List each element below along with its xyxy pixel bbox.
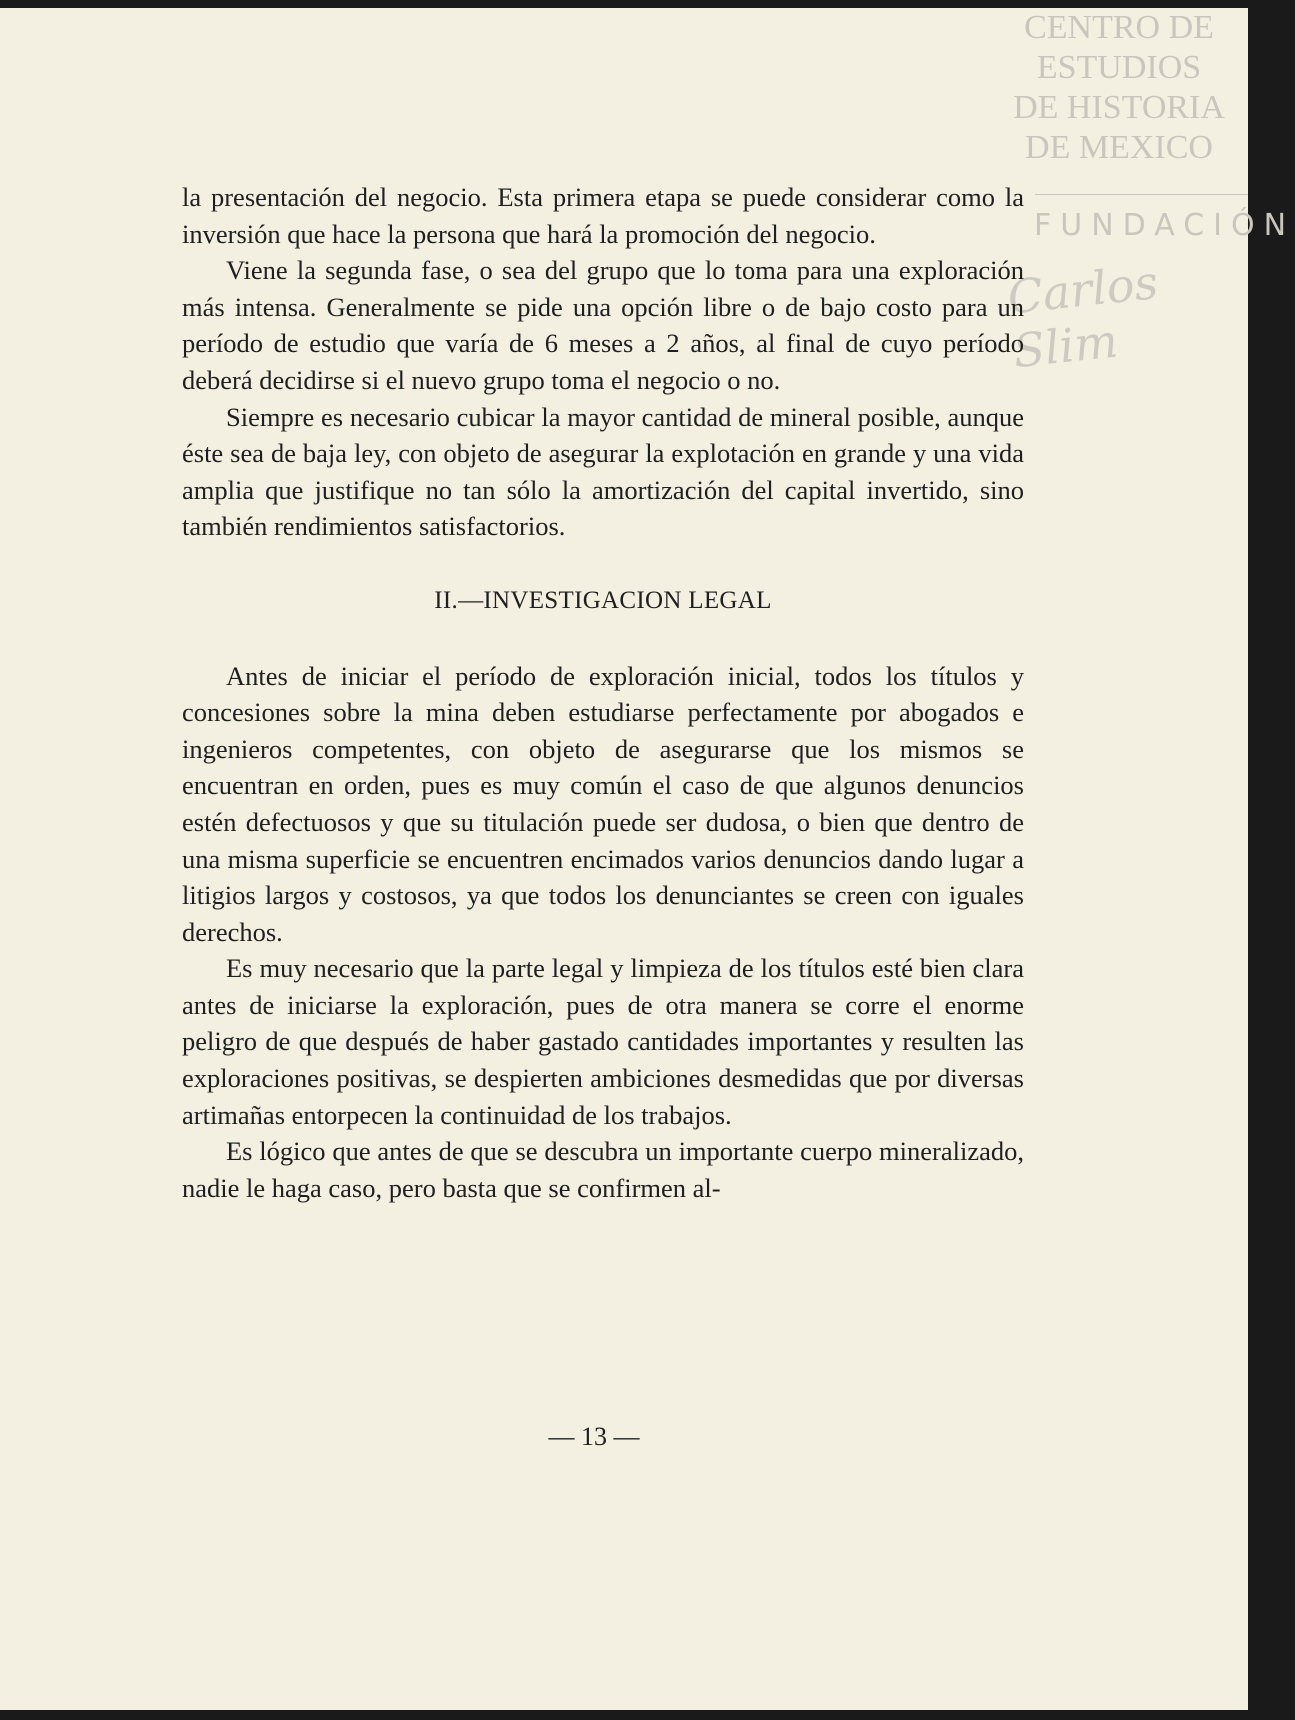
stamp-signature: Carlos Slim xyxy=(1005,254,1161,379)
paragraph: Viene la segunda fase, o sea del grupo que lo toma para una exploración más intensa. Generalmente se pide una opción libre o de bajo costo para un período de estudio que varía de 6 meses a 2 años, al final de cuyo período deberá decidirse si el nuevo grupo toma el negocio o no. xyxy=(182,255,1024,395)
stamp-fundacion: FUNDACIÓN xyxy=(1034,208,1295,243)
paragraph: Antes de iniciar el período de exploración inicial, todos los títulos y concesiones sobre la mina deben estudiarse perfectamente por abogados e ingenieros competentes, con objeto de asegurarse que los mismos se encuentran en orden, pues es muy común el caso de que algunos denuncios estén defectuosos y que su titulación puede ser dudosa, o bien que dentro de una misma superficie se encuentren encimados varios denuncios dando lugar a litigios largos y costosos, ya que todos los denunciantes se creen con iguales derechos. xyxy=(182,660,1024,947)
paragraph: Es muy necesario que la parte legal y limpieza de los títulos esté bien clara antes de iniciarse la exploración, pues de otra manera se corre el enorme peligro de que después de haber gastado cantidades importantes y resulten las exploraciones positivas, se despierten ambiciones desmedidas que por diversas artimañas entorpecen la continuidad de los trabajos. xyxy=(182,953,1024,1130)
paragraph: Es lógico que antes de que se descubra un importante cuerpo mineralizado, nadie le haga caso, pero basta que se confirmen al- xyxy=(182,1136,1024,1203)
body-text xyxy=(182,179,1024,1206)
stamp-line: DE MEXICO xyxy=(1025,129,1213,166)
stamp-divider xyxy=(1035,194,1248,195)
paragraph: la presentación del negocio. Esta primera etapa se puede considerar como la inversión que hace la persona que hará la promoción del negocio. xyxy=(182,182,1024,249)
stamp-line: ESTUDIOS xyxy=(1036,49,1202,86)
archive-stamp xyxy=(990,8,1248,168)
stamp-line: CENTRO DE xyxy=(1024,9,1214,46)
paragraph: Siempre es necesario cubicar la mayor cantidad de mineral posible, aunque éste sea de baja ley, con objeto de asegurar la explotación en grande y una vida amplia que justifique no tan sólo la amortización del capital invertido, sino también rendimientos satisfactorios. xyxy=(182,401,1024,542)
section-heading: II.—INVESTIGACION LEGAL xyxy=(434,586,772,614)
document-page xyxy=(0,8,1295,1710)
stamp-line: DE HISTORIA xyxy=(1013,89,1225,126)
page-number: — 13 — xyxy=(548,1422,640,1451)
